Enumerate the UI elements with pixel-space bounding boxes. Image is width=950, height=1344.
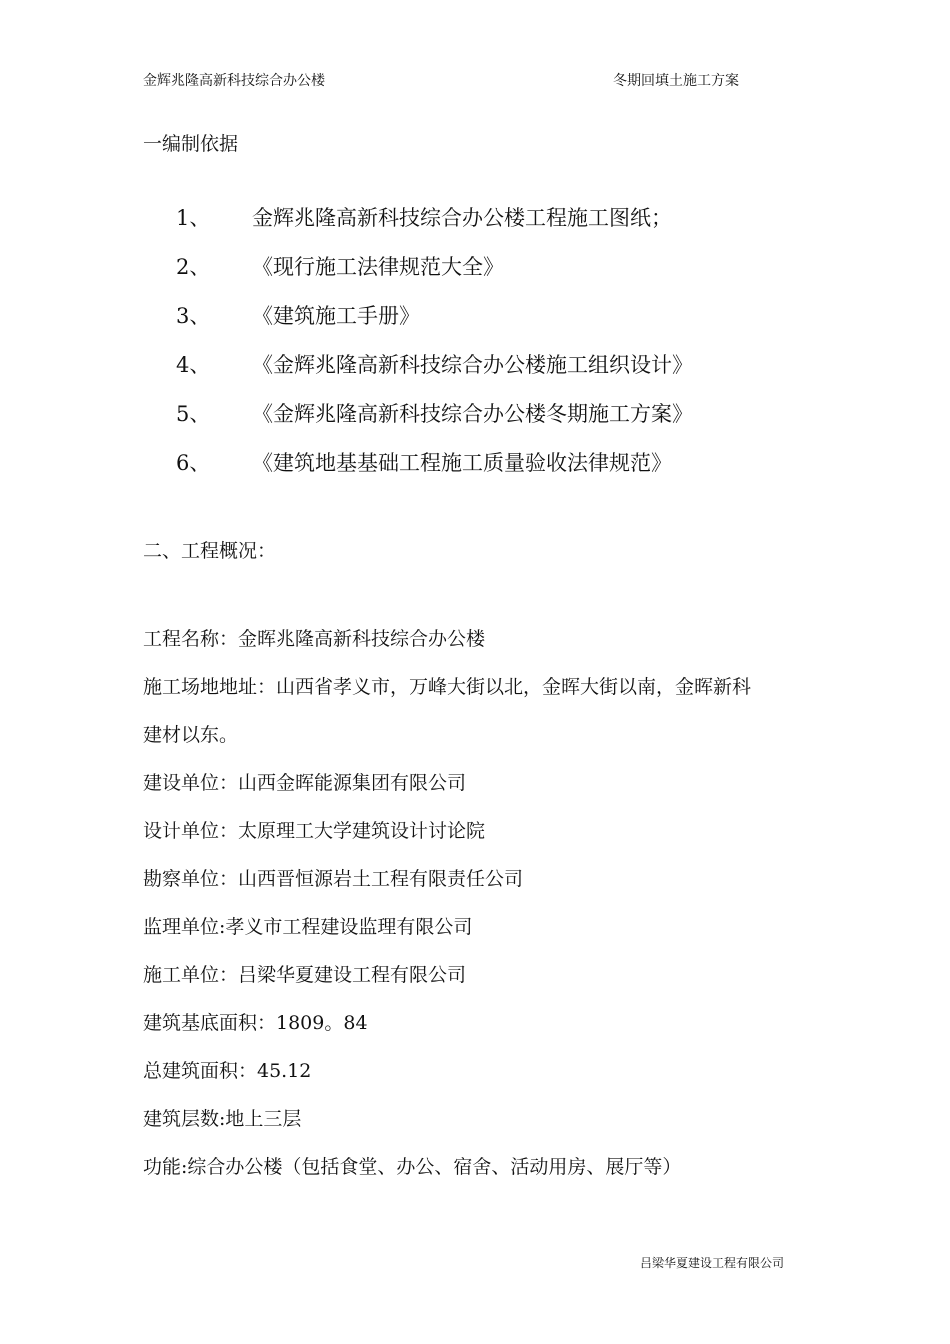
floors-line: 建筑层数:地上三层 [143,1108,302,1130]
list-item [0,447,950,496]
project-name-line: 工程名称：金晖兆隆高新科技综合办公楼 [143,628,486,650]
list-item-number: 1、 [176,206,211,230]
total-area-line: 总建筑面积：45.12 [143,1060,312,1082]
list-item-number: 5、 [176,402,211,426]
contractor-line: 施工单位：吕梁华夏建设工程有限公司 [143,964,467,986]
reference-list [0,202,950,496]
list-item-text: 《金辉兆隆高新科技综合办公楼施工组织设计》 [252,353,693,377]
footer-company: 吕梁华夏建设工程有限公司 [640,1256,785,1270]
site-address-line: 施工场地地址：山西省孝义市，万峰大街以北，金晖大街以南，金晖新科 [143,676,752,698]
section1-title: 一编制依据 [143,133,239,155]
list-item [0,251,950,300]
list-item [0,349,950,398]
site-address-continued-line: 建材以东。 [143,724,239,746]
header-document-title: 冬期回填土施工方案 [613,73,739,89]
list-item [0,300,950,349]
header-project-name: 金辉兆隆高新科技综合办公楼 [143,73,325,89]
designer-line: 设计单位：太原理工大学建筑设计讨论院 [143,820,486,842]
base-area-line: 建筑基底面积：1809。84 [143,1012,368,1034]
list-item-text: 《建筑地基基础工程施工质量验收法律规范》 [252,451,672,475]
list-item-number: 3、 [176,304,211,328]
list-item-text: 《建筑施工手册》 [252,304,420,328]
list-item-number: 6、 [176,451,211,475]
list-item-number: 2、 [176,255,211,279]
owner-line: 建设单位：山西金晖能源集团有限公司 [143,772,467,794]
list-item-text: 《现行施工法律规范大全》 [252,255,504,279]
project-overview [143,615,843,1191]
supervisor-line: 监理单位:孝义市工程建设监理有限公司 [143,916,473,938]
list-item [0,398,950,447]
section2-title: 二、工程概况： [143,540,277,562]
surveyor-line: 勘察单位：山西晋恒源岩土工程有限责任公司 [143,868,524,890]
list-item-number: 4、 [176,353,211,377]
list-item-text: 金辉兆隆高新科技综合办公楼工程施工图纸； [252,206,672,230]
function-line: 功能:综合办公楼（包括食堂、办公、宿舍、活动用房、展厅等） [143,1156,682,1178]
list-item-text: 《金辉兆隆高新科技综合办公楼冬期施工方案》 [252,402,693,426]
list-item [0,202,950,251]
